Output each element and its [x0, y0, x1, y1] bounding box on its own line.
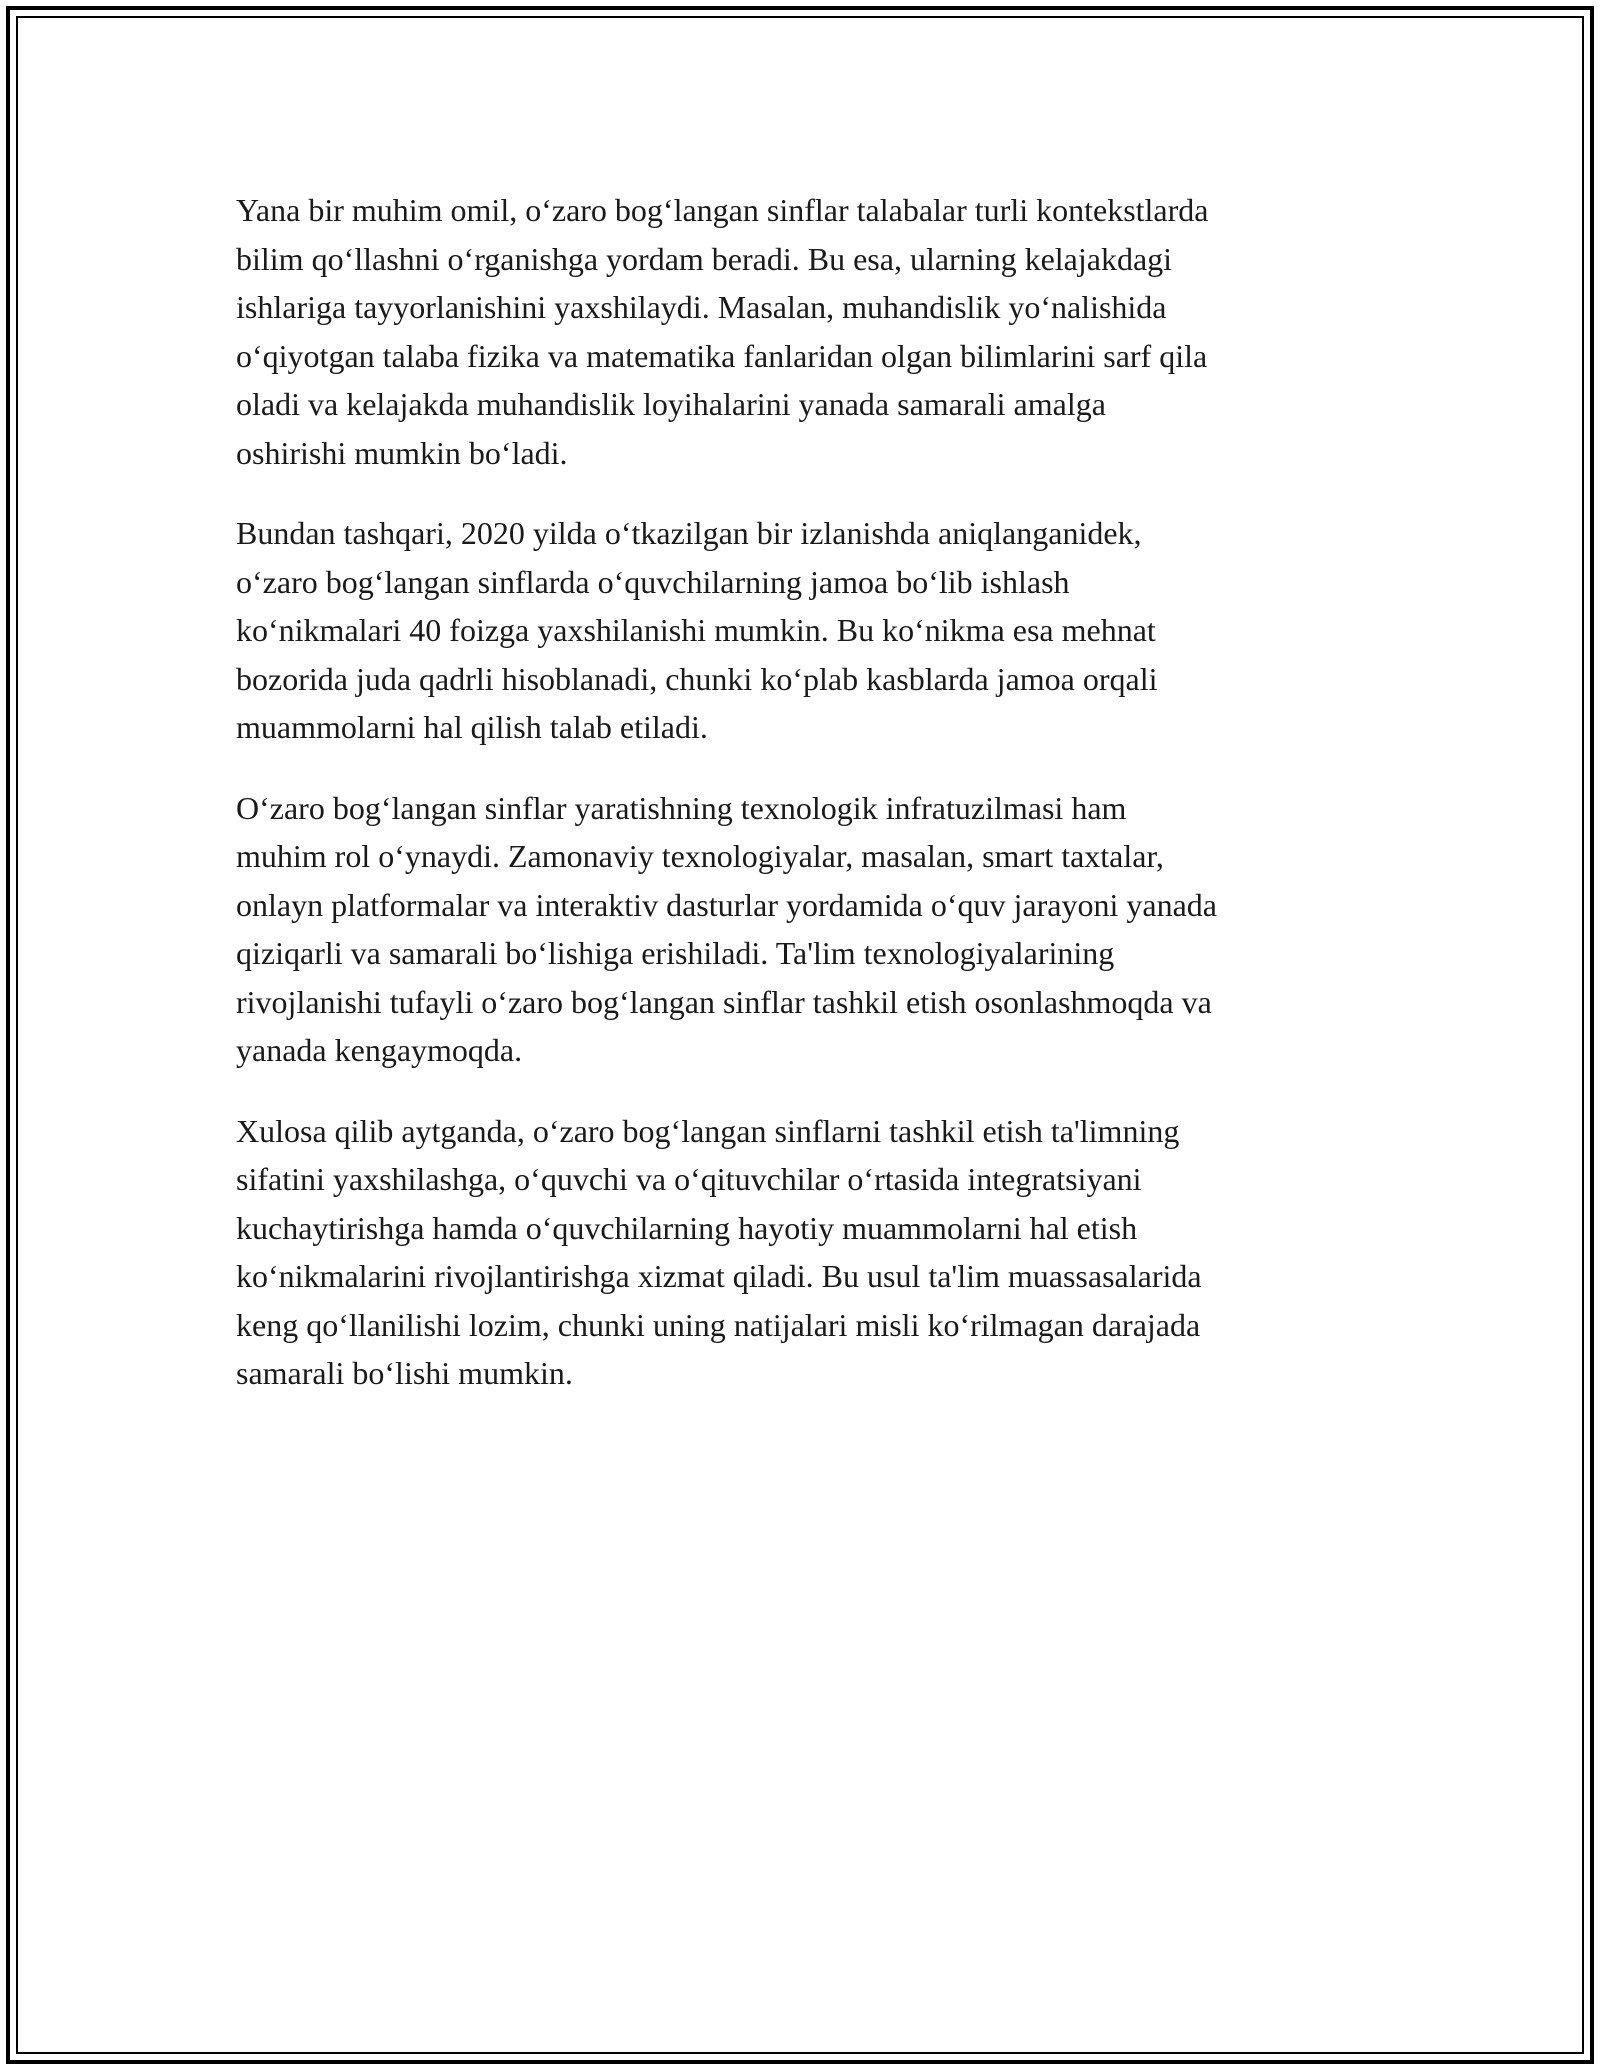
document-body [236, 186, 1366, 1430]
paragraph-2: Bundan tashqari, 2020 yilda o‘tkazilgan bir izlanishda aniqlanganidek, o‘zaro bog‘langan sinflarda o‘quvchilarning jamoa bo‘lib ishlash ko‘nikmalari 40 foizga yaxshilanishi mumkin. Bu ko‘nikma esa mehnat bozorida juda qadrli hisoblanadi, chunki ko‘plab kasblarda jamoa orqali muammolarni hal qilish talab etiladi. [236, 515, 1158, 745]
paragraph-4: Xulosa qilib aytganda, o‘zaro bog‘langan sinflarni tashkil etish ta'limning sifatini yaxshilashga, o‘quvchi va o‘qituvchilar o‘rtasida integratsiyani kuchaytirishga hamda o‘quvchilarning hayotiy muammolarni hal etish ko‘nikmalarini rivojlantirishga xizmat qiladi. Bu usul ta'lim muassasalarida keng qo‘llanilishi lozim, chunki uning natijalari misli ko‘rilmagan darajada samarali bo‘lishi mumkin. [236, 1112, 1202, 1391]
paragraph-1: Yana bir muhim omil, o‘zaro bog‘langan sinflar talabalar turli kontekstlarda bilim qo‘llashni o‘rganishga yordam beradi. Bu esa, ularning kelajakdagi ishlariga tayyorlanishini yaxshilaydi. Masalan, muhandislik yo‘nalishida o‘qiyotgan talaba fizika va matematika fanlaridan olgan bilimlarini sarf qila oladi va kelajakda muhandislik loyihalarini yanada samarali amalga oshirishi mumkin bo‘ladi. [236, 192, 1209, 471]
paragraph-3: O‘zaro bog‘langan sinflar yaratishning texnologik infratuzilmasi ham muhim rol o‘ynaydi. Zamonaviy texnologiyalar, masalan, smart taxtalar, onlayn platformalar va interaktiv dasturlar yordamida o‘quv jarayoni yanada qiziqarli va samarali bo‘lishiga erishiladi. Ta'lim texnologiyalarining rivojlanishi tufayli o‘zaro bog‘langan sinflar tashkil etish osonlashmoqda va yanada kengaymoqda. [236, 789, 1217, 1068]
